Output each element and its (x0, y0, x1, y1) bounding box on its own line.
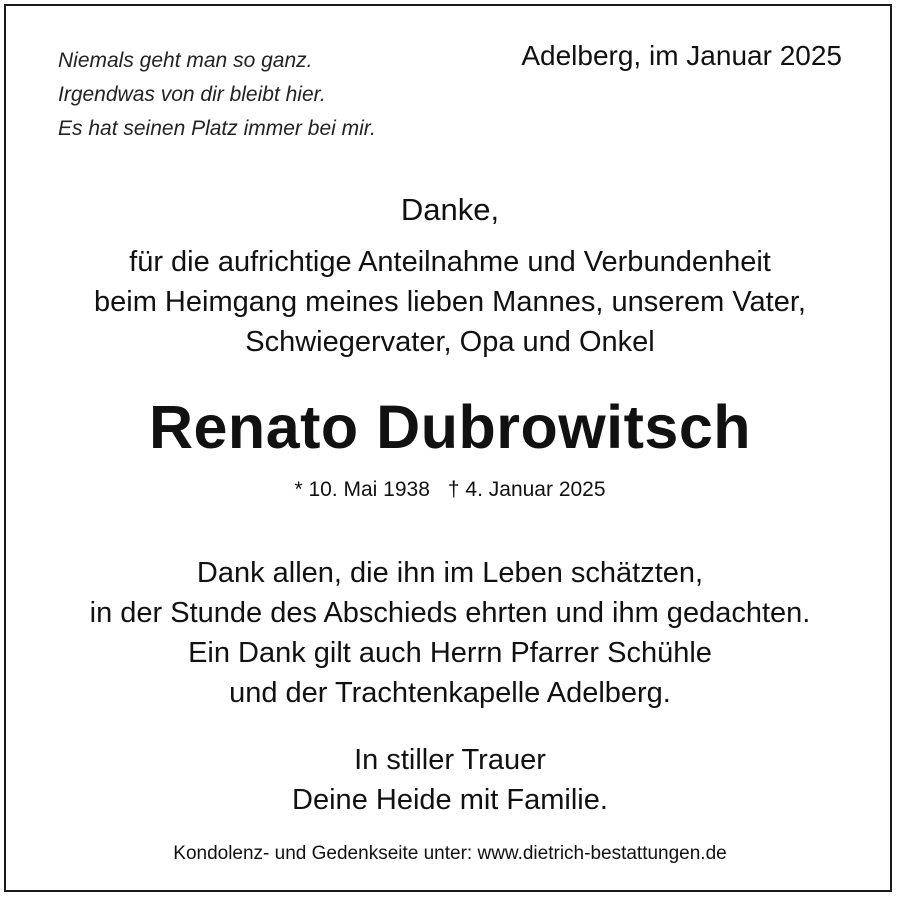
mourners-signature (0, 740, 900, 820)
message-line: und der Trachtenkapelle Adelberg. (229, 677, 671, 709)
message-line: in der Stunde des Abschieds ehrten und ihm gedachten. (89, 597, 811, 629)
message-line: Dank allen, die ihn im Leben schätzten, (196, 557, 704, 589)
thanks-line: Schwiegervater, Opa und Onkel (245, 326, 655, 358)
condolence-footer: Kondolenz- und Gedenkseite unter: www.dietrich-bestattungen.de (173, 843, 727, 864)
poem-line: Niemals geht man so ganz. (58, 49, 313, 72)
gratitude-message (0, 553, 900, 713)
place-date: Adelberg, im Januar 2025 (521, 40, 842, 71)
closing-line: Deine Heide mit Familie. (292, 784, 608, 816)
death-date: † 4. Januar 2025 (447, 478, 606, 501)
thanks-line: beim Heimgang meines lieben Mannes, unserem Vater, (94, 286, 806, 318)
message-line: Ein Dank gilt auch Herrn Pfarrer Schühle (188, 637, 712, 669)
birth-date: * 10. Mai 1938 (294, 478, 430, 501)
life-dates (0, 478, 900, 502)
poem (58, 44, 376, 146)
poem-line: Irgendwas von dir bleibt hier. (58, 83, 326, 106)
thanks-text (0, 242, 900, 362)
thanks-line: für die aufrichtige Anteilnahme und Verbundenheit (129, 246, 771, 278)
poem-line: Es hat seinen Platz immer bei mir. (58, 117, 376, 140)
thanks-heading: Danke, (400, 192, 500, 227)
deceased-name: Renato Dubrowitsch (148, 393, 752, 461)
closing-line: In stiller Trauer (354, 744, 546, 776)
